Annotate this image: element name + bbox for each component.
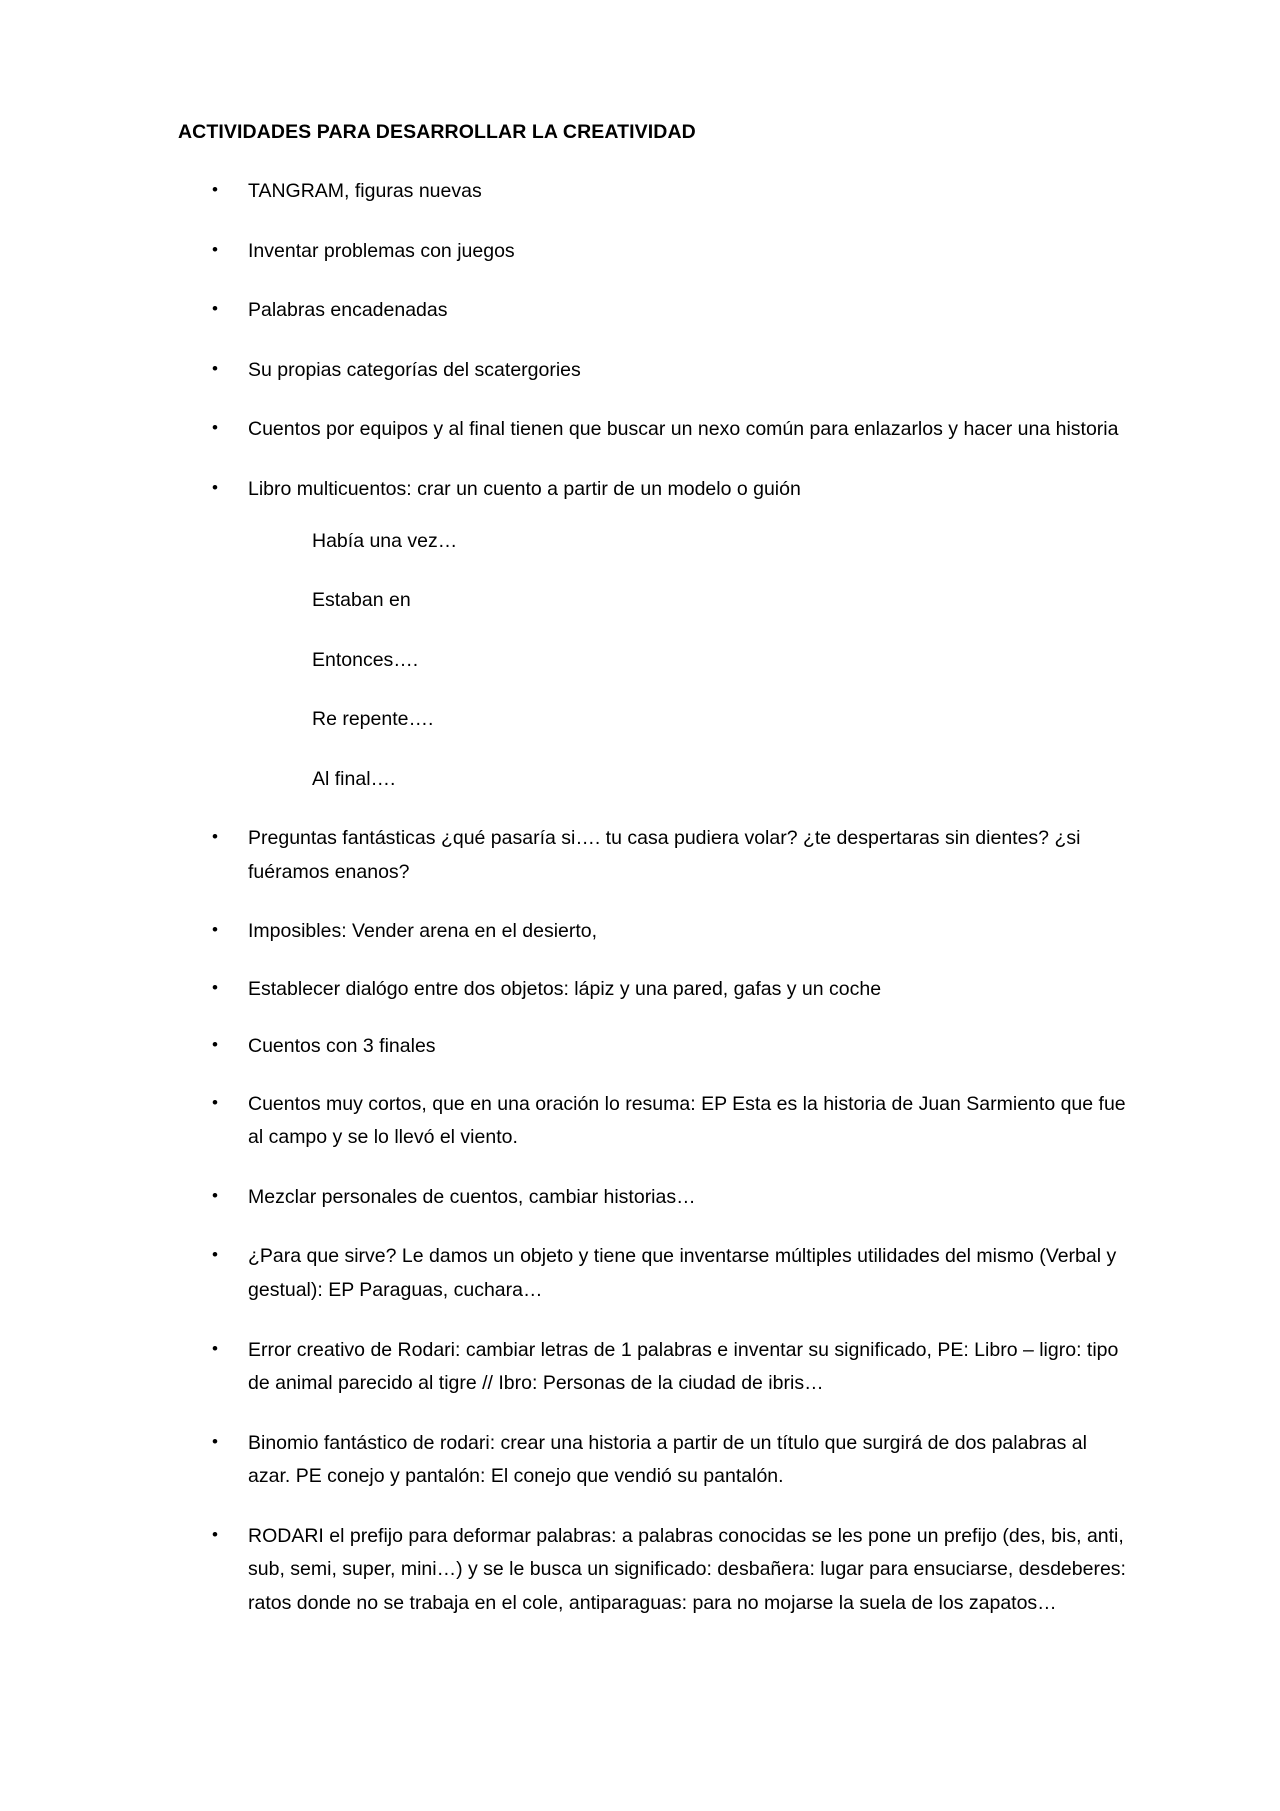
list-item [178, 1520, 1130, 1621]
list-item [178, 413, 1130, 447]
story-template-line: Re repente…. [312, 708, 434, 731]
list-item [178, 1427, 1130, 1494]
activity-list [178, 175, 1130, 1620]
story-template-line: Entonces…. [312, 648, 419, 671]
story-template-line: Al final…. [312, 767, 396, 790]
list-item [178, 973, 1130, 1007]
list-item-text: TANGRAM, figuras nuevas [248, 180, 482, 203]
list-item-text: Imposibles: Vender arena en el desierto, [248, 920, 598, 943]
list-item-text: Cuentos muy cortos, que en una oración lo resuma: EP Esta es la historia de Juan Sarmiento que fue al campo y se lo llevó el viento. [248, 1092, 1126, 1149]
story-template-line: Estaban en [312, 589, 411, 612]
list-item [178, 473, 1130, 796]
list-item-text: Binomio fantástico de rodari: crear una historia a partir de un título que surgirá de dos palabras al azar. PE conejo y pantalón: El conejo que vendió su pantalón. [248, 1431, 1087, 1488]
list-item [178, 822, 1130, 889]
list-item [178, 354, 1130, 388]
list-item [178, 1030, 1130, 1064]
list-item-text: Preguntas fantásticas ¿qué pasaría si…. tu casa pudiera volar? ¿te despertaras sin dientes? ¿si fuéramos enanos? [248, 827, 1081, 883]
list-item [178, 1181, 1130, 1215]
story-template-lines [248, 525, 1130, 797]
list-item [178, 175, 1130, 209]
list-item [178, 294, 1130, 328]
list-item-text: Palabras encadenadas [248, 299, 448, 322]
list-item [178, 1334, 1130, 1401]
list-item-text: Libro multicuentos: crar un cuento a partir de un modelo o guión [248, 478, 801, 500]
list-item-text: Mezclar personales de cuentos, cambiar historias… [248, 1185, 696, 1208]
list-item-text: RODARI el prefijo para deformar palabras: a palabras conocidas se les pone un prefijo (des, bis, anti, sub, semi, super, mini…) y se le busca un significado: desbañera: lugar para ensuciarse, desdeberes: ratos donde no se trabaja en el cole, antiparaguas: para no mojarse la suela de los zapatos… [248, 1524, 1126, 1614]
story-template-line: Había una vez… [312, 529, 458, 552]
list-item-text: Establecer dialógo entre dos objetos: lápiz y una pared, gafas y un coche [248, 977, 882, 1000]
list-item [178, 1088, 1130, 1155]
list-item-text: Su propias categorías del scatergories [248, 358, 581, 381]
list-item-text: Error creativo de Rodari: cambiar letras de 1 palabras e inventar su significado, PE: Libro – ligro: tipo de animal parecido al tigre // Ibro: Personas de la ciudad de ibris… [248, 1338, 1119, 1395]
list-item [178, 1240, 1130, 1307]
list-item-text: Cuentos con 3 finales [248, 1035, 436, 1058]
list-item-text: ¿Para que sirve? Le damos un objeto y tiene que inventarse múltiples utilidades del mismo (Verbal y gestual): EP Paraguas, cuchara… [248, 1245, 1117, 1301]
list-item-text: Inventar problemas con juegos [248, 239, 515, 262]
list-item [178, 915, 1130, 949]
list-item [178, 235, 1130, 269]
list-item-text: Cuentos por equipos y al final tienen que buscar un nexo común para enlazarlos y hacer una historia [248, 418, 1119, 441]
page-title: ACTIVIDADES PARA DESARROLLAR LA CREATIVIDAD [178, 121, 696, 143]
